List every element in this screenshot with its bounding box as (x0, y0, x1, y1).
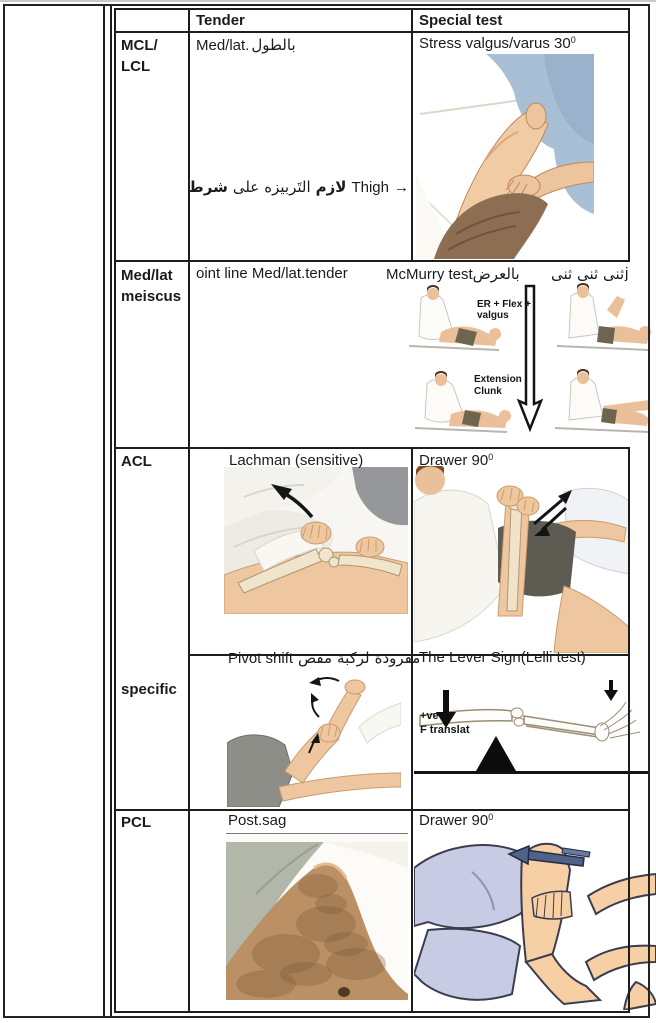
pcl-drawer-text (419, 811, 493, 832)
column-header-tender: Tender (196, 12, 245, 29)
row-label-lcl: LCL (121, 58, 151, 75)
acl-drawer-label: Drawer 90 (419, 452, 489, 469)
lever-translat-label: F translat (420, 724, 470, 736)
mcl-tender-text (196, 35, 296, 56)
pivot-ar-mafruda: مفرودة (374, 649, 421, 667)
row-label-meiscus: meiscus (121, 288, 182, 305)
pivot-shift-en: Pivot shift (228, 650, 294, 667)
acl-drawer-sup: 0 (488, 452, 494, 462)
mcmurry-tail-letter: j (625, 265, 629, 282)
postsag-text: Post.sag (228, 812, 287, 829)
mcmurry-test-text (386, 264, 520, 285)
column-header-special-test: Special test (419, 12, 503, 29)
lever-pve-label: +ve (420, 710, 439, 722)
row-label-acl: ACL (121, 453, 152, 470)
row-label-pcl: PCL (121, 814, 151, 831)
thigh-note-word-ala: على (232, 178, 260, 196)
mcmurry-test-en: McMurry test (386, 266, 473, 283)
meniscus-tender-text: oint line Med/lat.tender (196, 265, 348, 282)
mcl-tender-ar: بالطول (251, 36, 296, 54)
stress-valgus-sup: 0 (570, 35, 576, 45)
thigh-note-word-thigh: Thigh (351, 179, 389, 196)
mcmurry-label-clunk: Clunk (474, 386, 502, 397)
mcmurry-label-extension: Extension (474, 374, 522, 385)
pivot-ar-rokba: لركبة (337, 649, 370, 667)
row-label-specific: specific (121, 681, 177, 698)
mcl-thigh-note (188, 177, 409, 198)
stress-valgus-label: Stress valgus/varus 30 (419, 35, 571, 52)
mcmurry-test-ar: بالعرض (472, 265, 520, 283)
page-border (3, 4, 650, 1018)
thigh-note-word-lazem: لازم (315, 178, 347, 196)
mcmurry-label-valgus: valgus (477, 310, 509, 321)
row-label-mcl: MCL/ (121, 37, 158, 54)
pivot-shift-text (228, 648, 420, 669)
right-arrow-icon: → (394, 179, 409, 196)
mcl-tender-en: Med/lat. (196, 37, 250, 54)
row-label-medlat: Med/lat (121, 267, 173, 284)
mcmurry-ar-note: ثنى ثنى ثنى (551, 265, 625, 283)
lachman-text: Lachman (sensitive) (229, 452, 364, 469)
thigh-note-word-tarabeza: التَربيزه (264, 178, 311, 196)
pcl-drawer-label: Drawer 90 (419, 812, 489, 829)
lever-sign-text: The Lever Sign(Lelli test) (419, 649, 586, 666)
thigh-note-word-shart: شرط (188, 178, 228, 196)
acl-drawer-text (419, 451, 493, 472)
mcmurry-label-er-flex: ER + Flex + (477, 299, 531, 310)
scan-edge-artifact (0, 0, 656, 2)
pivot-ar-maqas: مقص (298, 649, 333, 667)
mcl-special-text (419, 34, 576, 55)
pcl-drawer-sup: 0 (488, 812, 494, 822)
